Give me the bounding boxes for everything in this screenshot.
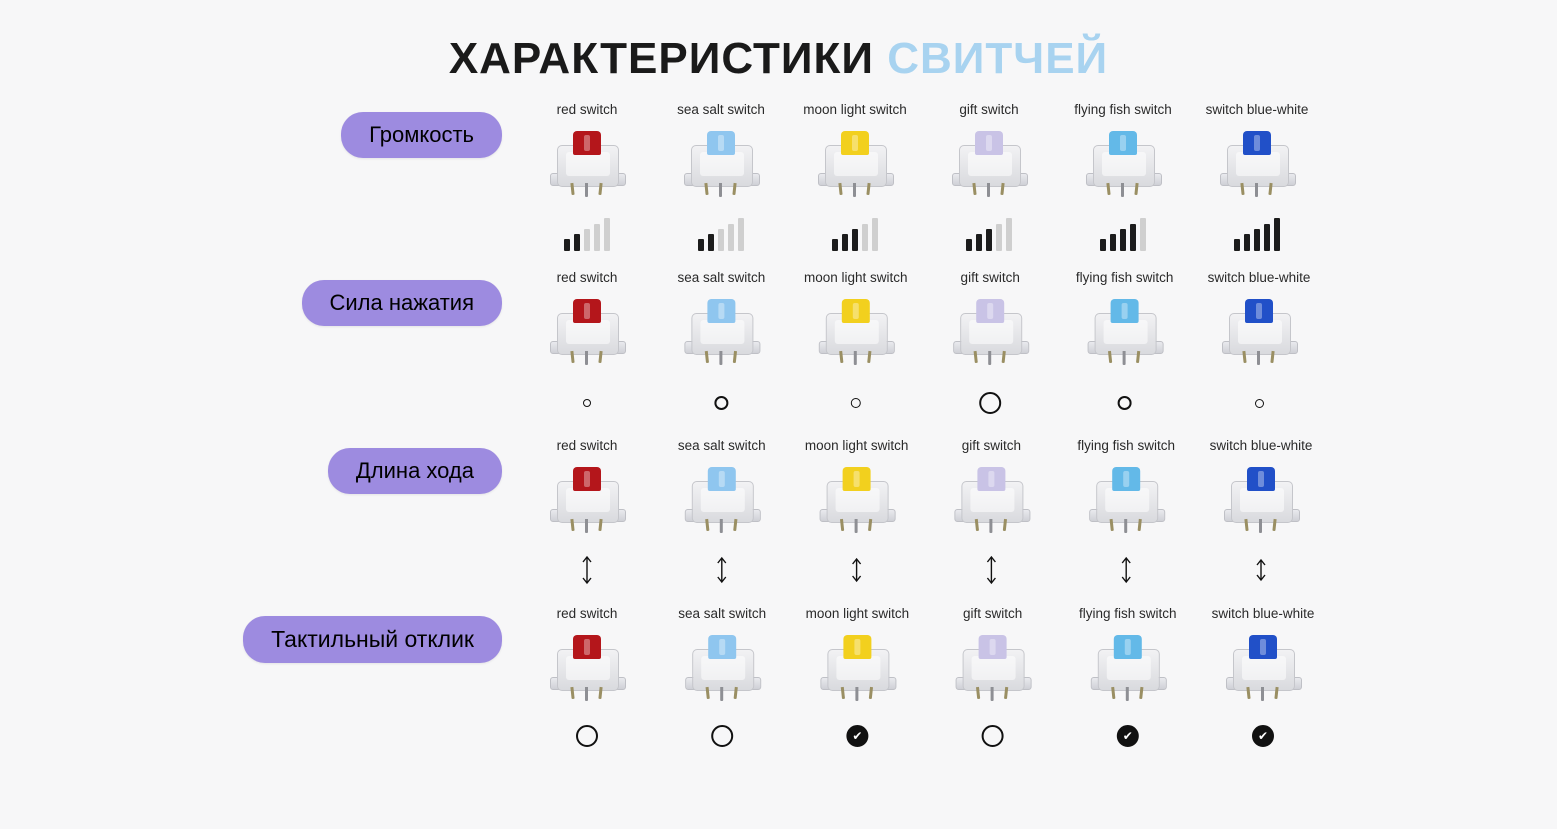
switch-illustration	[544, 459, 630, 537]
switch-illustration	[1220, 627, 1306, 705]
switch-pin-right	[1000, 183, 1004, 195]
switch-name-label: gift switch	[962, 606, 1023, 622]
switch-stem	[573, 299, 601, 323]
switch-illustration	[813, 291, 899, 369]
switch-pin-right	[732, 183, 736, 195]
switch-stem	[842, 299, 870, 323]
double-arrow-icon	[850, 557, 864, 583]
switch-name-label: flying fish switch	[1075, 270, 1174, 286]
travel-indicator	[1059, 547, 1193, 593]
metric-cell	[1058, 268, 1192, 423]
switch-name-label: flying fish switch	[1079, 606, 1177, 622]
tactile-check-icon: ✔	[1252, 725, 1274, 747]
switch-center-pin	[1124, 519, 1127, 533]
switch-stem	[977, 467, 1005, 491]
switch-center-pin	[719, 351, 722, 365]
double-arrow-icon	[1254, 558, 1268, 582]
force-circle	[714, 396, 728, 410]
volume-bar	[1130, 224, 1136, 251]
metric-cell	[1056, 100, 1190, 251]
switch-center-pin	[988, 351, 991, 365]
metric-cell	[1192, 268, 1326, 423]
volume-meter	[654, 215, 788, 251]
metric-cell	[520, 604, 654, 753]
switch-stem	[1249, 635, 1277, 659]
switch-pin-right	[867, 351, 871, 363]
switch-illustration	[947, 291, 1033, 369]
switch-name-label: red switch	[556, 438, 618, 454]
metric-cell	[790, 604, 924, 753]
metric-label-cell	[0, 604, 520, 663]
switch-stem	[975, 131, 1003, 155]
switch-stem	[1243, 131, 1271, 155]
metric-cells	[520, 436, 1557, 593]
travel-indicator	[924, 547, 1058, 593]
switch-pin-right	[598, 519, 602, 531]
volume-bar	[1254, 229, 1260, 251]
volume-meter	[1056, 215, 1190, 251]
volume-meter	[1190, 215, 1324, 251]
volume-bar	[698, 239, 704, 251]
switch-pin-right	[1002, 351, 1006, 363]
switch-name-label: gift switch	[961, 438, 1022, 454]
switch-name-label: switch blue-white	[1211, 606, 1315, 622]
metric-cell	[520, 100, 654, 251]
volume-bar	[708, 234, 714, 251]
switch-name-label: red switch	[556, 270, 618, 286]
switch-illustration	[1214, 123, 1300, 201]
metric-label-pill: Длина хода	[328, 448, 502, 494]
volume-bar	[966, 239, 972, 251]
metric-cell	[1190, 100, 1324, 251]
switch-name-label: gift switch	[959, 102, 1019, 118]
switch-name-label: gift switch	[960, 270, 1020, 286]
switch-pin-right	[1134, 183, 1138, 195]
metric-label-cell	[0, 268, 520, 326]
switch-pin-right	[866, 183, 870, 195]
switch-center-pin	[1261, 687, 1264, 701]
switch-center-pin	[720, 687, 723, 701]
tactile-indicator	[1061, 719, 1195, 753]
volume-bar	[862, 224, 868, 251]
metric-label-pill: Громкость	[341, 112, 502, 158]
switch-name-label: flying fish switch	[1074, 102, 1172, 118]
force-circle	[1118, 396, 1132, 410]
double-arrow-icon	[984, 555, 998, 585]
switch-name-label: sea salt switch	[678, 606, 767, 622]
switch-stem	[1245, 299, 1273, 323]
volume-bar	[1100, 239, 1106, 251]
metric-label-pill: Тактильный отклик	[243, 616, 502, 663]
switch-name-label: flying fish switch	[1077, 438, 1175, 454]
metric-cell	[924, 436, 1058, 593]
metric-cell	[520, 436, 654, 593]
volume-bar	[1244, 234, 1250, 251]
metric-cell	[790, 436, 924, 593]
switch-center-pin	[585, 183, 588, 197]
switch-stem	[708, 467, 736, 491]
metric-row	[0, 100, 1557, 268]
volume-bar	[594, 224, 600, 251]
switch-stem	[573, 635, 601, 659]
switch-center-pin	[1259, 519, 1262, 533]
switch-pin-right	[1138, 519, 1142, 531]
double-arrow-icon	[580, 555, 594, 585]
metric-cell	[926, 604, 1060, 753]
force-indicator	[1058, 383, 1192, 423]
switch-illustration	[948, 459, 1034, 537]
switch-center-pin	[585, 687, 588, 701]
switch-pin-right	[598, 687, 602, 699]
metric-row	[0, 604, 1557, 772]
metric-cell	[1059, 436, 1193, 593]
volume-bar	[842, 234, 848, 251]
switch-name-label: moon light switch	[805, 606, 910, 622]
switch-pin-right	[733, 351, 737, 363]
switch-center-pin	[1121, 183, 1124, 197]
metric-cell	[789, 268, 923, 423]
switch-name-label: moon light switch	[804, 438, 909, 454]
switch-illustration	[814, 459, 900, 537]
switch-illustration	[1218, 459, 1304, 537]
switch-pin-right	[1139, 687, 1143, 699]
switch-name-label: sea salt switch	[677, 438, 766, 454]
volume-meter	[520, 215, 654, 251]
metric-cell	[655, 604, 789, 753]
metric-cell	[923, 268, 1057, 423]
switch-name-label: sea salt switch	[677, 102, 765, 118]
switch-stem	[573, 131, 601, 155]
metric-label-pill: Сила нажатия	[302, 280, 503, 326]
double-arrow-icon	[715, 556, 729, 584]
switch-illustration	[678, 123, 764, 201]
switch-center-pin	[585, 351, 588, 365]
volume-bar	[1140, 218, 1146, 251]
switch-stem	[1111, 299, 1139, 323]
switch-stem	[979, 635, 1007, 659]
switch-center-pin	[854, 351, 857, 365]
switch-name-label: red switch	[556, 102, 618, 118]
tactile-indicator	[926, 719, 1060, 753]
volume-bar	[1006, 218, 1012, 251]
volume-bar	[604, 218, 610, 251]
metric-cells	[520, 604, 1557, 753]
switch-illustration	[1085, 627, 1171, 705]
travel-indicator	[520, 547, 654, 593]
switch-center-pin	[855, 519, 858, 533]
switch-center-pin	[1257, 351, 1260, 365]
switch-stem	[976, 299, 1004, 323]
switch-illustration	[679, 459, 765, 537]
metric-label-cell	[0, 436, 520, 494]
switch-name-label: switch blue-white	[1205, 102, 1309, 118]
metric-cells	[520, 100, 1557, 251]
switch-name-label: moon light switch	[803, 102, 907, 118]
switch-name-label: switch blue-white	[1207, 270, 1311, 286]
switch-name-label: switch blue-white	[1209, 438, 1313, 454]
switch-illustration	[679, 627, 765, 705]
switch-pin-right	[1268, 183, 1272, 195]
metric-cell	[654, 100, 788, 251]
volume-meter	[788, 215, 922, 251]
volume-bar	[564, 239, 570, 251]
double-arrow-icon	[1119, 556, 1133, 584]
force-indicator	[923, 383, 1057, 423]
volume-bar	[584, 229, 590, 251]
switch-pin-right	[869, 687, 873, 699]
switch-stem	[841, 131, 869, 155]
tactile-empty-icon	[711, 725, 733, 747]
force-indicator	[520, 383, 654, 423]
metric-cell	[520, 268, 654, 423]
volume-bar	[1234, 239, 1240, 251]
switch-center-pin	[1255, 183, 1258, 197]
switch-illustration	[544, 291, 630, 369]
volume-bar	[574, 234, 580, 251]
switch-stem	[707, 299, 735, 323]
tactile-indicator	[520, 719, 654, 753]
switch-pin-right	[734, 687, 738, 699]
volume-bar	[1264, 224, 1270, 251]
page-title-main: ХАРАКТЕРИСТИКИ	[448, 34, 888, 83]
volume-bar	[872, 218, 878, 251]
switch-center-pin	[853, 183, 856, 197]
force-indicator	[1192, 383, 1326, 423]
switch-illustration	[814, 627, 900, 705]
tactile-indicator	[790, 719, 924, 753]
switch-illustration	[1082, 291, 1168, 369]
switch-stem	[573, 467, 601, 491]
switch-center-pin	[720, 519, 723, 533]
switch-pin-right	[868, 519, 872, 531]
switch-center-pin	[991, 687, 994, 701]
metric-cell	[1061, 604, 1195, 753]
switch-stem	[707, 131, 735, 155]
metric-row	[0, 268, 1557, 436]
volume-bar	[832, 239, 838, 251]
switch-illustration	[950, 627, 1036, 705]
switch-center-pin	[987, 183, 990, 197]
volume-bar	[718, 229, 724, 251]
tactile-indicator	[1196, 719, 1330, 753]
switch-stem	[1247, 467, 1275, 491]
metric-cell	[788, 100, 922, 251]
switch-pin-right	[1004, 687, 1008, 699]
tactile-indicator	[655, 719, 789, 753]
switch-name-label: red switch	[556, 606, 618, 622]
force-indicator	[789, 383, 923, 423]
switch-pin-right	[598, 183, 602, 195]
switch-illustration	[678, 291, 764, 369]
switch-pin-right	[1270, 351, 1274, 363]
switch-pin-right	[598, 351, 602, 363]
switch-center-pin	[989, 519, 992, 533]
force-circle	[1255, 399, 1264, 408]
tactile-empty-icon	[576, 725, 598, 747]
volume-bar	[738, 218, 744, 251]
metric-cell	[655, 436, 789, 593]
switch-stem	[1109, 131, 1137, 155]
switch-pin-right	[1003, 519, 1007, 531]
switch-illustration	[544, 123, 630, 201]
switch-center-pin	[1126, 687, 1129, 701]
switch-illustration	[544, 627, 630, 705]
switch-name-label: sea salt switch	[677, 270, 766, 286]
switch-pin-right	[733, 519, 737, 531]
switch-center-pin	[1123, 351, 1126, 365]
volume-bar	[1110, 234, 1116, 251]
switch-stem	[1114, 635, 1142, 659]
switch-center-pin	[585, 519, 588, 533]
switch-illustration	[1216, 291, 1302, 369]
page-title-accent: СВИТЧЕЙ	[887, 34, 1109, 83]
volume-bar	[1120, 229, 1126, 251]
volume-meter	[922, 215, 1056, 251]
volume-bar	[996, 224, 1002, 251]
tactile-check-icon: ✔	[1117, 725, 1139, 747]
metric-label-cell	[0, 100, 520, 158]
travel-indicator	[790, 547, 924, 593]
metric-cell	[1194, 436, 1328, 593]
force-circle	[851, 398, 861, 408]
metric-cell	[654, 268, 788, 423]
switch-stem	[843, 467, 871, 491]
metric-cell	[1196, 604, 1330, 753]
metric-row	[0, 436, 1557, 604]
volume-bar	[852, 229, 858, 251]
volume-bar	[986, 229, 992, 251]
force-indicator	[654, 383, 788, 423]
comparison-table	[0, 100, 1557, 772]
force-circle	[583, 399, 591, 407]
switch-illustration	[946, 123, 1032, 201]
switch-stem	[1112, 467, 1140, 491]
page-title	[0, 0, 1557, 82]
metric-cell	[922, 100, 1056, 251]
travel-indicator	[1194, 547, 1328, 593]
switch-stem	[708, 635, 736, 659]
switch-illustration	[1083, 459, 1169, 537]
switch-center-pin	[719, 183, 722, 197]
switch-stem	[843, 635, 871, 659]
tactile-empty-icon	[982, 725, 1004, 747]
switch-name-label: moon light switch	[804, 270, 908, 286]
force-circle	[979, 392, 1001, 414]
switch-pin-right	[1274, 687, 1278, 699]
metric-cells	[520, 268, 1557, 423]
volume-bar	[728, 224, 734, 251]
travel-indicator	[655, 547, 789, 593]
volume-bar	[976, 234, 982, 251]
switch-illustration	[812, 123, 898, 201]
switch-pin-right	[1272, 519, 1276, 531]
switch-pin-right	[1136, 351, 1140, 363]
volume-bar	[1274, 218, 1280, 251]
switch-illustration	[1080, 123, 1166, 201]
tactile-check-icon: ✔	[846, 725, 868, 747]
switch-center-pin	[855, 687, 858, 701]
